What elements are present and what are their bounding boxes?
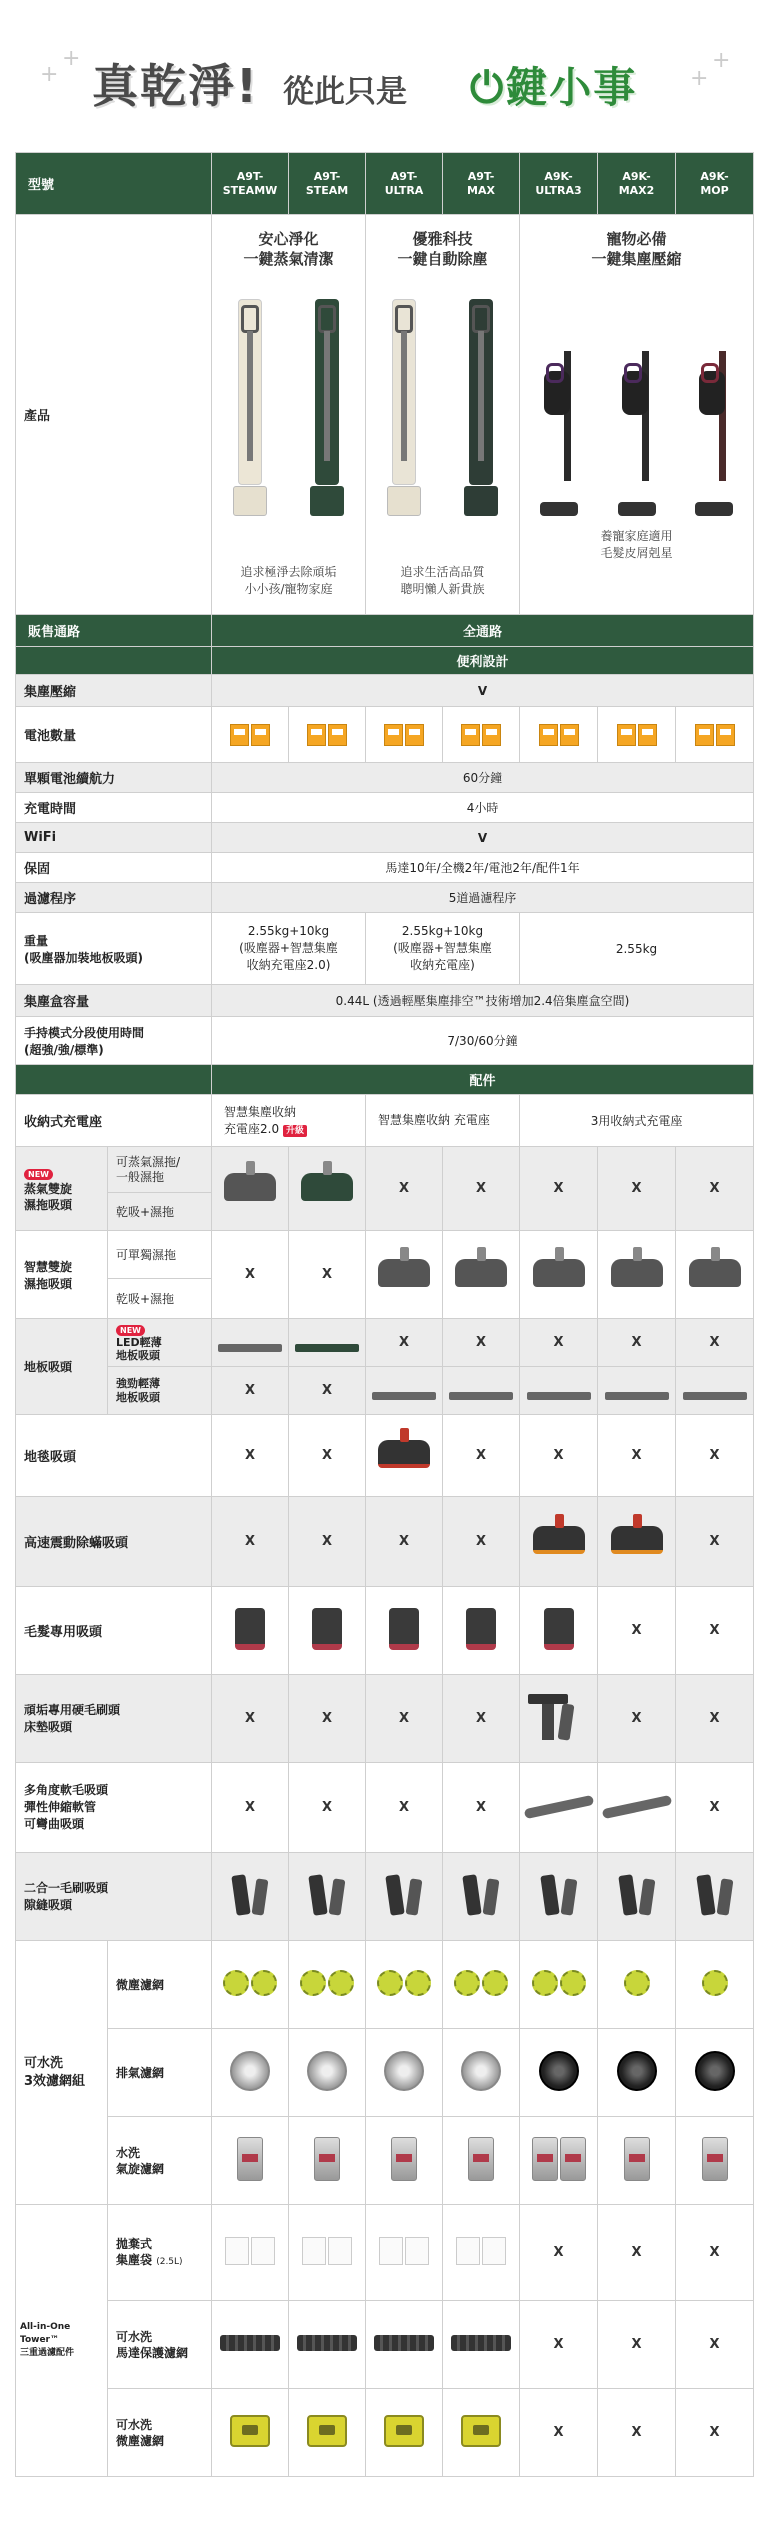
pet-hair-nozzle-icon — [312, 1608, 342, 1650]
acc-sub-label: 拋棄式 集塵袋 — [116, 2236, 153, 2267]
not-included: X — [676, 1763, 754, 1853]
floor-head-icon — [683, 1392, 747, 1400]
not-included: X — [212, 1763, 289, 1853]
station-name: 智慧集塵收納 充電座 — [366, 1095, 520, 1147]
dust-bag-icon — [482, 2237, 506, 2265]
acc-sub-label: 可蒸氣濕拖/ 一般濕拖 — [108, 1147, 212, 1193]
mite-nozzle-icon — [533, 1526, 585, 1554]
flexible-hose-icon — [523, 1794, 594, 1818]
pet-hair-nozzle-icon — [235, 1608, 265, 1650]
micro-filter-icon — [251, 1970, 277, 1996]
combo-tool-icon — [308, 1874, 327, 1916]
pet-hair-nozzle-icon — [466, 1608, 496, 1650]
not-included: X — [366, 1319, 443, 1367]
dust-bag-icon — [302, 2237, 326, 2265]
not-included: X — [676, 1587, 754, 1675]
channel-label: 販售通路 — [16, 615, 212, 647]
battery-icon — [695, 724, 714, 746]
combo-tool-icon — [540, 1874, 559, 1916]
not-included: X — [443, 1497, 520, 1587]
combo-tool-icon — [385, 1874, 404, 1916]
exhaust-filter-icon — [617, 2051, 657, 2091]
not-included: X — [676, 2205, 754, 2301]
acc-sub-label: 可水洗 微塵濾網 — [108, 2389, 212, 2477]
crevice-tool-icon — [560, 1878, 577, 1915]
sparkle-icon: + — [690, 66, 709, 91]
model-name: A9T- STEAM — [289, 153, 366, 215]
not-included: X — [676, 1147, 754, 1231]
twin-mop-nozzle-icon — [533, 1259, 585, 1287]
acc-sub-label: 乾吸+濕拖 — [108, 1279, 212, 1319]
section-convenience: 便利設計 — [212, 647, 754, 675]
cyclone-filter-icon — [468, 2137, 494, 2181]
acc-sub-label: 微塵濾網 — [108, 1941, 212, 2029]
not-included: X — [520, 2389, 598, 2477]
banner-highlight: ⏻鍵小事 — [470, 63, 638, 112]
not-included: X — [289, 1231, 366, 1319]
spec-value: 4小時 — [212, 793, 754, 823]
twin-mop-nozzle-icon — [455, 1259, 507, 1287]
micro-filter-icon — [328, 1970, 354, 1996]
acc-label: 高速震動除蟎吸頭 — [16, 1497, 212, 1587]
cyclone-filter-icon — [702, 2137, 728, 2181]
flexible-hose-icon — [601, 1794, 672, 1818]
not-included: X — [212, 1415, 289, 1497]
vacuum-stick-image — [538, 351, 580, 516]
vacuum-tower-image — [383, 291, 425, 516]
not-included: X — [598, 2301, 676, 2389]
not-included: X — [676, 2301, 754, 2389]
micro-filter-icon — [405, 1970, 431, 1996]
washable-micro-filter-icon — [230, 2415, 270, 2447]
crevice-tool-icon — [716, 1878, 733, 1915]
spec-label: 手持模式分段使用時間 (超強/強/標準) — [16, 1017, 212, 1065]
not-included: X — [289, 1675, 366, 1763]
pet-hair-nozzle-icon — [544, 1608, 574, 1650]
washable-micro-filter-icon — [461, 2415, 501, 2447]
acc-label: 地毯吸頭 — [16, 1415, 212, 1497]
not-included: X — [598, 2389, 676, 2477]
twin-mop-nozzle-icon — [689, 1259, 741, 1287]
model-name: A9K- MAX2 — [598, 153, 676, 215]
not-included: X — [520, 2301, 598, 2389]
station-name: 3用收納式充電座 — [520, 1095, 754, 1147]
spec-label: 單顆電池續航力 — [16, 763, 212, 793]
battery-icon — [461, 724, 480, 746]
not-included: X — [366, 1763, 443, 1853]
crevice-tool-icon — [329, 1878, 346, 1915]
mattress-tool-icon — [558, 1703, 575, 1740]
combo-tool-icon — [231, 1874, 250, 1916]
not-included: X — [443, 1415, 520, 1497]
micro-filter-icon — [377, 1970, 403, 1996]
model-name: A9K- MOP — [676, 153, 754, 215]
spec-value: 2.55kg+10kg (吸塵器+智慧集塵 收納充電座2.0) — [212, 913, 366, 985]
acc-sub-label: 強勁輕薄 地板吸頭 — [108, 1367, 212, 1415]
product-group-note: 養寵家庭適用 毛髮皮屑剋星 — [600, 529, 673, 560]
vacuum-tower-image — [460, 291, 502, 516]
vacuum-tower-image — [306, 291, 348, 516]
model-name: A9T- ULTRA — [366, 153, 443, 215]
hero-banner — [0, 0, 768, 152]
carpet-nozzle-icon — [378, 1440, 430, 1468]
header-row — [16, 153, 754, 215]
not-included: X — [212, 1675, 289, 1763]
acc-label: 毛髮專用吸頭 — [16, 1587, 212, 1675]
cyclone-filter-icon — [237, 2137, 263, 2181]
crevice-tool-icon — [406, 1878, 423, 1915]
steam-mop-nozzle-icon — [224, 1173, 276, 1201]
acc-label: 多角度軟毛吸頭 彈性伸縮軟管 可彎曲吸頭 — [16, 1763, 212, 1853]
new-badge: NEW — [24, 1169, 53, 1180]
micro-filter-icon — [624, 1970, 650, 1996]
not-included: X — [443, 1319, 520, 1367]
exhaust-filter-icon — [384, 2051, 424, 2091]
battery-icon — [482, 724, 501, 746]
sparkle-icon: + — [62, 46, 81, 71]
spec-value: 0.44L (透過輕壓集塵排空™技術增加2.4倍集塵盒空間) — [212, 985, 754, 1017]
product-row — [16, 215, 754, 615]
not-included: X — [443, 1675, 520, 1763]
acc-sub-label: 可單獨濕拖 — [108, 1231, 212, 1279]
product-group-title: 優雅科技 一鍵自動除塵 — [397, 230, 488, 268]
floor-head-icon — [372, 1392, 436, 1400]
dust-bag-icon — [379, 2237, 403, 2265]
micro-filter-icon — [532, 1970, 558, 1996]
cyclone-filter-icon — [532, 2137, 558, 2181]
channel-value: 全通路 — [212, 615, 754, 647]
steam-mop-nozzle-icon — [301, 1173, 353, 1201]
not-included: X — [676, 1675, 754, 1763]
acc-label: 智慧雙旋 濕拖吸頭 — [16, 1231, 108, 1319]
combo-tool-icon — [618, 1874, 637, 1916]
spec-value: 60分鐘 — [212, 763, 754, 793]
spec-value: V — [212, 823, 754, 853]
banner-subtitle: 從此只是 — [283, 74, 407, 110]
not-included: X — [598, 1587, 676, 1675]
micro-filter-icon — [702, 1970, 728, 1996]
not-included: X — [520, 1147, 598, 1231]
acc-label: 蒸氣雙旋 濕拖吸頭 — [24, 1181, 73, 1212]
not-included: X — [598, 1319, 676, 1367]
battery-cell — [520, 707, 598, 763]
new-badge: NEW — [116, 1325, 145, 1336]
not-included: X — [366, 1675, 443, 1763]
battery-cell — [289, 707, 366, 763]
spec-label: 充電時間 — [16, 793, 212, 823]
spec-label: 電池數量 — [16, 707, 212, 763]
product-label: 產品 — [16, 215, 212, 615]
battery-icon — [230, 724, 249, 746]
micro-filter-icon — [454, 1970, 480, 1996]
not-included: X — [676, 2389, 754, 2477]
battery-cell — [212, 707, 289, 763]
exhaust-filter-icon — [230, 2051, 270, 2091]
micro-filter-icon — [223, 1970, 249, 1996]
acc-label: 頑垢專用硬毛刷頭 床墊吸頭 — [16, 1675, 212, 1763]
exhaust-filter-icon — [539, 2051, 579, 2091]
stiff-brush-icon — [542, 1694, 554, 1740]
battery-cell — [366, 707, 443, 763]
not-included: X — [676, 1415, 754, 1497]
battery-icon — [539, 724, 558, 746]
model-name: A9T- STEAMW — [212, 153, 289, 215]
crevice-tool-icon — [638, 1878, 655, 1915]
exhaust-filter-icon — [307, 2051, 347, 2091]
battery-cell — [443, 707, 520, 763]
dust-bag-icon — [328, 2237, 352, 2265]
not-included: X — [598, 1675, 676, 1763]
acc-label: 二合一毛刷吸頭 隙縫吸頭 — [16, 1853, 212, 1941]
crevice-tool-icon — [483, 1878, 500, 1915]
battery-cell — [598, 707, 676, 763]
floor-head-icon — [527, 1392, 591, 1400]
floor-head-icon — [605, 1392, 669, 1400]
dust-bag-icon — [225, 2237, 249, 2265]
acc-sub-label: 乾吸+濕拖 — [108, 1193, 212, 1231]
not-included: X — [676, 1497, 754, 1587]
motor-filter-icon — [220, 2335, 280, 2351]
motor-filter-icon — [374, 2335, 434, 2351]
twin-mop-nozzle-icon — [378, 1259, 430, 1287]
model-name: A9K- ULTRA3 — [520, 153, 598, 215]
combo-tool-icon — [696, 1874, 715, 1916]
acc-sub-label: 水洗 氣旋濾網 — [108, 2117, 212, 2205]
cyclone-filter-icon — [314, 2137, 340, 2181]
pet-hair-nozzle-icon — [389, 1608, 419, 1650]
power-button-icon: ⏻ — [470, 63, 506, 112]
washable-micro-filter-icon — [384, 2415, 424, 2447]
vacuum-tower-image — [229, 291, 271, 516]
not-included: X — [520, 1319, 598, 1367]
spec-label: 集塵盒容量 — [16, 985, 212, 1017]
battery-cell — [676, 707, 754, 763]
not-included: X — [212, 1497, 289, 1587]
washable-micro-filter-icon — [307, 2415, 347, 2447]
not-included: X — [212, 1231, 289, 1319]
floor-head-icon — [449, 1392, 513, 1400]
mite-nozzle-icon — [611, 1526, 663, 1554]
micro-filter-icon — [482, 1970, 508, 1996]
twin-mop-nozzle-icon — [611, 1259, 663, 1287]
product-group-title: 寵物必備 一鍵集塵壓縮 — [591, 230, 682, 268]
micro-filter-icon — [300, 1970, 326, 1996]
cyclone-filter-icon — [560, 2137, 586, 2181]
product-group-title: 安心淨化 一鍵蒸氣清潔 — [243, 230, 334, 268]
led-floor-head-icon — [218, 1344, 282, 1352]
acc-label: 可水洗 3效濾網組 — [16, 1941, 108, 2205]
cyclone-filter-icon — [624, 2137, 650, 2181]
not-included: X — [443, 1147, 520, 1231]
exhaust-filter-icon — [695, 2051, 735, 2091]
crevice-tool-icon — [252, 1878, 269, 1915]
not-included: X — [443, 1763, 520, 1853]
not-included: X — [598, 1415, 676, 1497]
spec-label: 重量 (吸塵器加裝地板吸頭) — [16, 913, 212, 985]
not-included: X — [676, 1319, 754, 1367]
not-included: X — [598, 1147, 676, 1231]
motor-filter-icon — [451, 2335, 511, 2351]
combo-tool-icon — [462, 1874, 481, 1916]
dust-bag-icon — [405, 2237, 429, 2265]
exhaust-filter-icon — [461, 2051, 501, 2091]
not-included: X — [289, 1497, 366, 1587]
not-included: X — [520, 2205, 598, 2301]
acc-label: 收納式充電座 — [16, 1095, 212, 1147]
banner-title: 真乾淨! — [92, 59, 259, 113]
acc-label: 地板吸頭 — [16, 1319, 108, 1415]
not-included: X — [289, 1415, 366, 1497]
spec-value: 2.55kg+10kg (吸塵器+智慧集塵 收納充電座) — [366, 913, 520, 985]
not-included: X — [520, 1415, 598, 1497]
spec-value: 5道過濾程序 — [212, 883, 754, 913]
motor-filter-icon — [297, 2335, 357, 2351]
bag-capacity: (2.5L) — [156, 2256, 183, 2267]
battery-icon — [560, 724, 579, 746]
not-included: X — [212, 1367, 289, 1415]
dust-bag-icon — [251, 2237, 275, 2265]
section-accessories: 配件 — [212, 1065, 754, 1095]
comparison-table — [15, 152, 754, 2477]
not-included: X — [366, 1147, 443, 1231]
spec-label: 集塵壓縮 — [16, 675, 212, 707]
spec-value: 2.55kg — [520, 913, 754, 985]
sparkle-icon: + — [712, 48, 731, 73]
micro-filter-icon — [560, 1970, 586, 1996]
battery-icon — [328, 724, 347, 746]
spec-label: 保固 — [16, 853, 212, 883]
station-name: 智慧集塵收納 充電座2.0 — [224, 1104, 297, 1136]
spec-value: 馬達10年/全機2年/電池2年/配件1年 — [212, 853, 754, 883]
vacuum-stick-image — [616, 351, 658, 516]
not-included: X — [289, 1763, 366, 1853]
acc-sub-label: LED輕薄 地板吸頭 — [116, 1336, 162, 1362]
not-included: X — [289, 1367, 366, 1415]
product-group-note: 追求極淨去除頑垢 小小孩/寵物家庭 — [240, 565, 337, 596]
acc-label: All-in-One Tower™ 三重過濾配件 — [16, 2205, 108, 2477]
battery-icon — [638, 724, 657, 746]
spec-value: V — [212, 675, 754, 707]
battery-icon — [307, 724, 326, 746]
spec-label: WiFi — [16, 823, 212, 853]
acc-sub-label: 排氣濾網 — [108, 2029, 212, 2117]
led-floor-head-icon — [295, 1344, 359, 1352]
battery-icon — [384, 724, 403, 746]
battery-icon — [405, 724, 424, 746]
product-group-note: 追求生活高品質 聰明懶人新貴族 — [400, 565, 485, 596]
dust-bag-icon — [456, 2237, 480, 2265]
battery-icon — [716, 724, 735, 746]
upgrade-badge: 升級 — [283, 1125, 307, 1137]
model-name: A9T- MAX — [443, 153, 520, 215]
not-included: X — [598, 2205, 676, 2301]
sparkle-icon: + — [40, 62, 59, 87]
battery-icon — [617, 724, 636, 746]
acc-sub-label: 可水洗 馬達保護濾網 — [108, 2301, 212, 2389]
cyclone-filter-icon — [391, 2137, 417, 2181]
battery-icon — [251, 724, 270, 746]
spec-value: 7/30/60分鐘 — [212, 1017, 754, 1065]
not-included: X — [366, 1497, 443, 1587]
model-label: 型號 — [16, 153, 212, 215]
vacuum-stick-image — [693, 351, 735, 516]
spec-label: 過濾程序 — [16, 883, 212, 913]
